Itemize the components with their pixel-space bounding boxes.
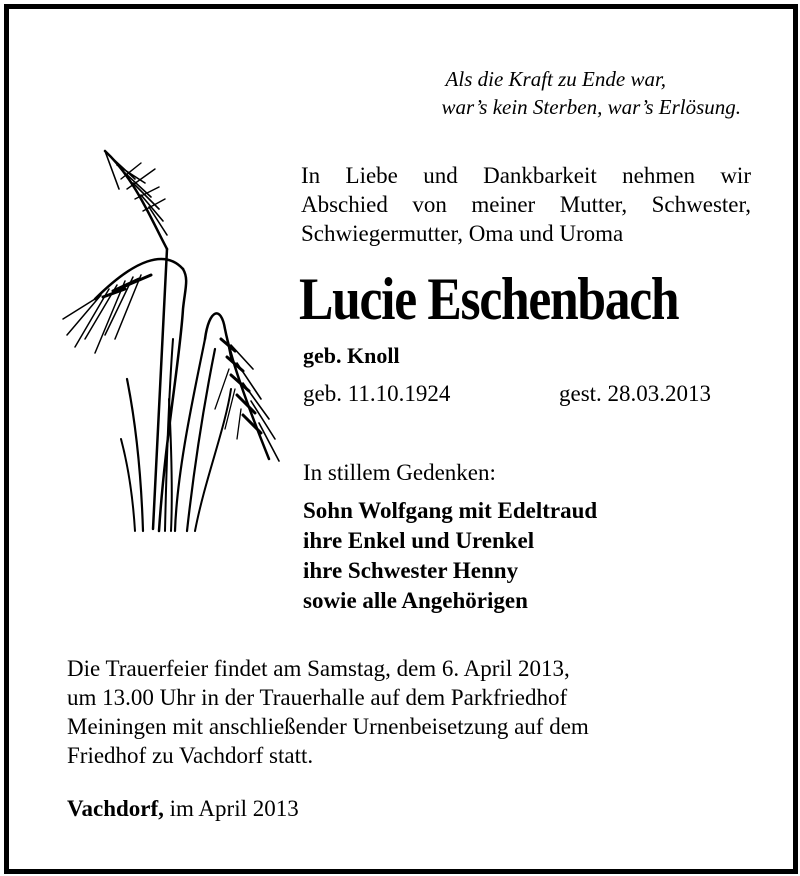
obituary-frame: [4, 4, 798, 874]
maiden-name: geb. Knoll: [303, 343, 400, 368]
service-line: Meiningen mit anschließender Urnenbeisetzung auf dem: [67, 714, 589, 739]
intro-line-3: Schwiegermutter, Oma und Uroma: [301, 221, 624, 246]
life-dates: [303, 381, 743, 407]
wheat-illustration: [55, 139, 285, 539]
service-line: um 13.00 Uhr in der Trauerhalle auf dem Parkfriedhof: [67, 685, 568, 710]
place-date: [67, 796, 299, 822]
mourner-line: ihre Schwester Henny: [303, 558, 519, 583]
birth-date: geb. 11.10.1924: [303, 381, 451, 406]
service-announcement: [67, 654, 589, 770]
mourner-line: ihre Enkel und Urenkel: [303, 528, 535, 553]
mourner-line: Sohn Wolfgang mit Edeltraud: [303, 498, 598, 523]
motto-line-1: Als die Kraft zu Ende war,: [445, 67, 667, 91]
place-town: Vachdorf,: [67, 796, 164, 821]
intro-line-2: Abschied von meiner Mutter, Schwester,: [301, 192, 751, 217]
intro-line-1: In Liebe und Dankbarkeit nehmen wir: [301, 163, 751, 188]
memory-heading: In stillem Gedenken:: [303, 460, 496, 485]
mourners-list: [303, 496, 597, 616]
motto-line-2: war’s kein Sterben, war’s Erlösung.: [441, 95, 741, 119]
mourner-line: sowie alle Angehörigen: [303, 588, 528, 613]
deceased-name: Lucie Eschenbach: [299, 266, 679, 332]
death-date: gest. 28.03.2013: [559, 381, 712, 406]
service-line: Friedhof zu Vachdorf statt.: [67, 743, 314, 768]
place-month: im April 2013: [169, 796, 299, 821]
motto-quote: [442, 65, 741, 121]
service-line: Die Trauerfeier findet am Samstag, dem 6. April 2013,: [67, 656, 570, 681]
intro-text: [301, 161, 751, 248]
